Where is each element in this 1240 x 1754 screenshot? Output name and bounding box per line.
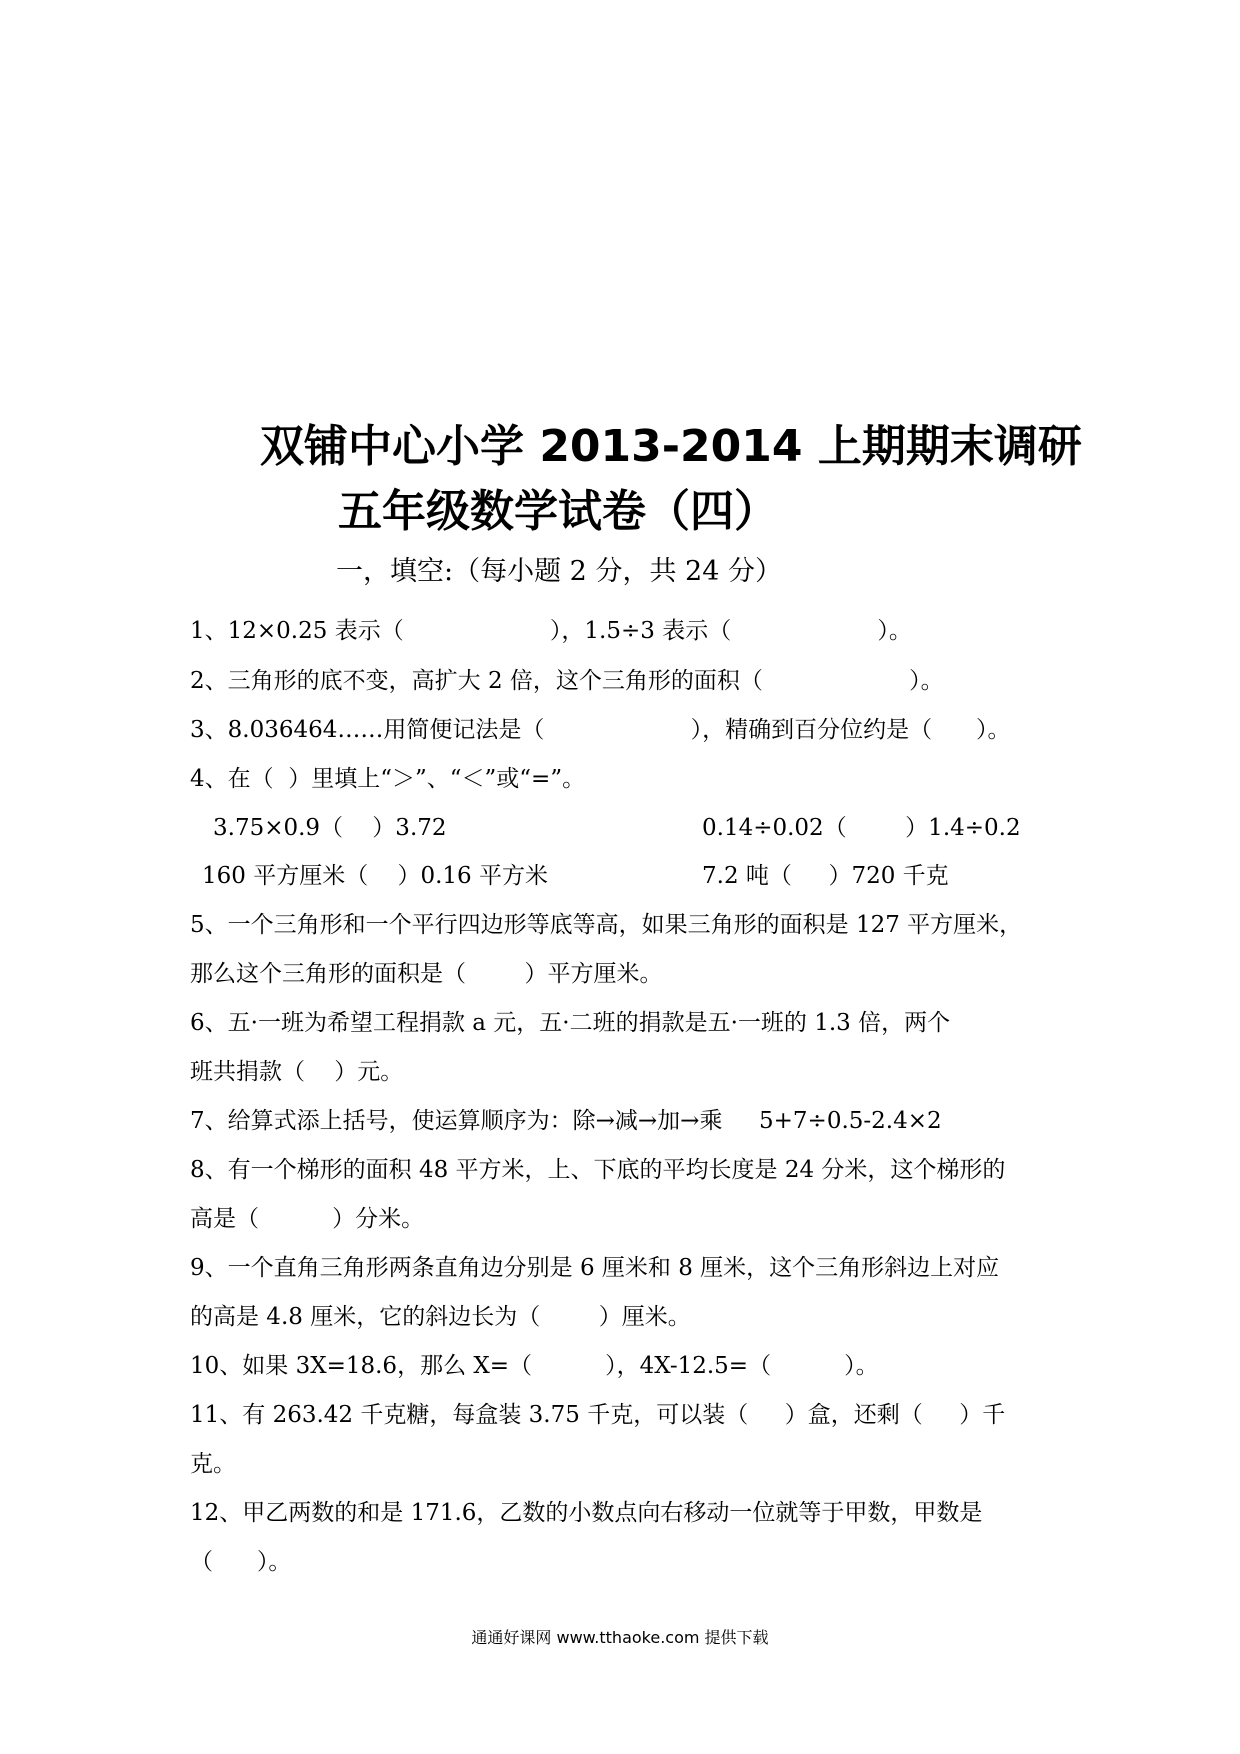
question-4: 4、在（ ）里填上“＞”、“＜”或“=”。 <box>190 766 586 792</box>
question-1: 1、12×0.25 表示（ ），1.5÷3 表示（ ）。 <box>190 618 912 644</box>
question-11-line2: 克。 <box>190 1451 236 1477</box>
question-12-line1: 12、甲乙两数的和是 171.6，乙数的小数点向右移动一位就等于甲数，甲数是 <box>190 1500 983 1526</box>
question-4c: 160 平方厘米（ ）0.16 平方米 <box>202 863 548 889</box>
question-5-line2: 那么这个三角形的面积是（ ）平方厘米。 <box>190 961 663 987</box>
question-6-line1: 6、五·一班为希望工程捐款 a 元，五·二班的捐款是五·一班的 1.3 倍，两个 <box>190 1010 951 1036</box>
footer-download-source: 通通好课网 www.tthaoke.com 提供下载 <box>471 1628 769 1647</box>
question-2: 2、三角形的底不变，高扩大 2 倍，这个三角形的面积（ ）。 <box>190 668 944 694</box>
exam-title-line2: 五年级数学试卷（四） <box>338 486 778 537</box>
question-8-line2: 高是（ ）分米。 <box>190 1206 425 1232</box>
question-3: 3、8.036464……用简便记法是（ ），精确到百分位约是（ ）。 <box>190 717 1011 743</box>
exam-title-line1: 双铺中心小学 2013-2014 上期期末调研 <box>260 421 1082 472</box>
question-11-line1: 11、有 263.42 千克糖，每盒装 3.75 千克，可以装（ ）盒，还剩（ ）千 <box>190 1402 1006 1428</box>
question-12-line2: （ ）。 <box>190 1549 292 1575</box>
question-10: 10、如果 3X=18.6，那么 X=（ ），4X-12.5=（ ）。 <box>190 1353 879 1379</box>
question-7: 7、给算式添上括号，使运算顺序为：除→减→加→乘 5+7÷0.5-2.4×2 <box>190 1108 942 1134</box>
question-9-line2: 的高是 4.8 厘米，它的斜边长为（ ）厘米。 <box>190 1304 691 1330</box>
question-5-line1: 5、一个三角形和一个平行四边形等底等高，如果三角形的面积是 127 平方厘米， <box>190 912 1023 938</box>
question-8-line1: 8、有一个梯形的面积 48 平方米，上、下底的平均长度是 24 分米，这个梯形的 <box>190 1157 1006 1183</box>
question-6-line2: 班共捐款（ ）元。 <box>190 1059 404 1085</box>
section-heading-fill-blanks: 一，填空:（每小题 2 分，共 24 分） <box>336 556 782 587</box>
question-9-line1: 9、一个直角三角形两条直角边分别是 6 厘米和 8 厘米，这个三角形斜边上对应 <box>190 1255 1000 1281</box>
question-4d: 7.2 吨（ ）720 千克 <box>702 863 949 889</box>
question-4b: 0.14÷0.02（ ）1.4÷0.2 <box>702 815 1021 841</box>
question-4a: 3.75×0.9（ ）3.72 <box>213 815 447 841</box>
